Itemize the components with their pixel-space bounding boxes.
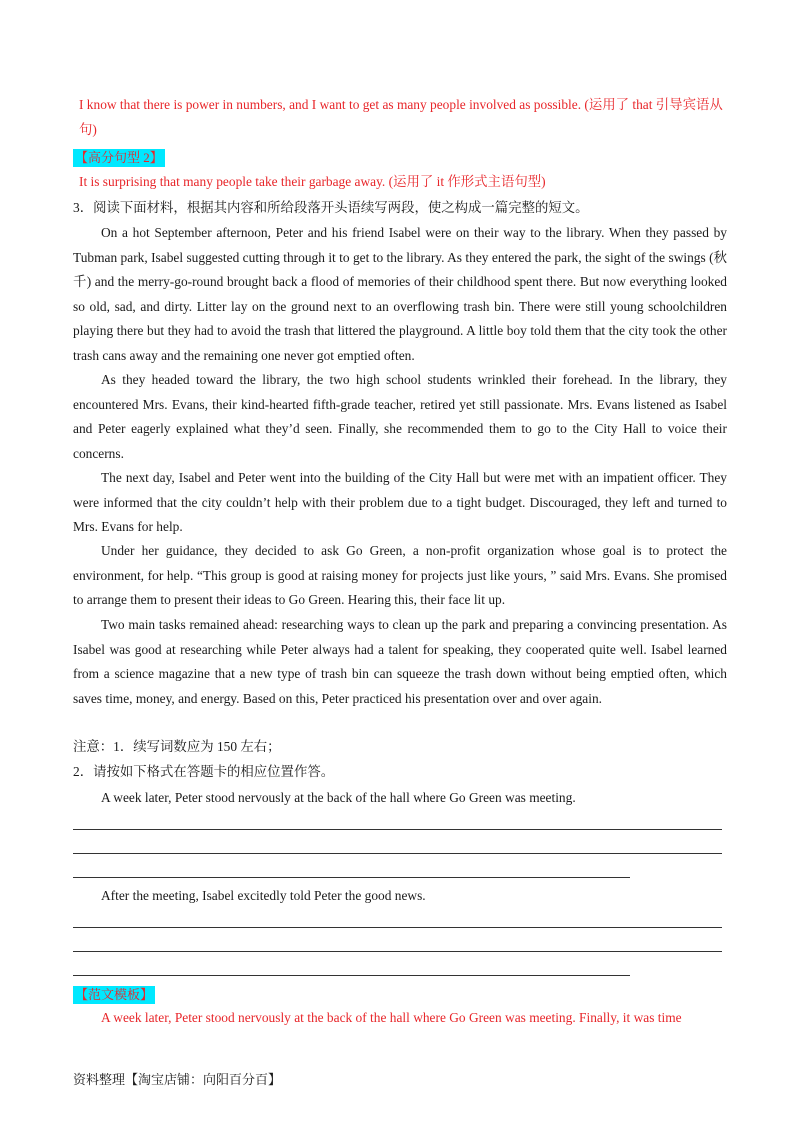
paragraph-5: Two main tasks remained ahead: researching ways to clean up the park and preparing a convincing presentation. As Isabel was good at researching while Peter always had a talent for speaking, they cooperated quite well. Isabel learned from a science magazine that a new type of trash bin can squeeze the trash down without being emptied often, which saves time, money, and energy. Based on this, Peter practiced his presentation over and over again. [73,617,727,706]
answer-line [73,877,630,878]
high-score-sentence-1 [79,93,727,142]
model-essay-start: A week later, Peter stood nervously at the back of the hall where Go Green was meeting. Finally, it was time [101,1010,682,1025]
answer-line [73,927,722,928]
tag-high-score-pattern-2 [73,146,727,171]
continuation-prompt-2: After the meeting, Isabel excitedly told Peter the good news. [101,888,426,903]
answer-line [73,975,630,976]
high-score-sentence-2: It is surprising that many people take their garbage away. (运用了 it 作形式主语句型) [79,174,546,189]
tag-label: 【高分句型 2】 [75,150,163,165]
continuation-prompt-1: A week later, Peter stood nervously at the back of the hall where Go Green was meeting. [101,790,576,805]
answer-line [73,829,722,830]
sentence-1-text: I know that there is power in numbers, and I want to get as many people involved as possible. (运用了 that 引导宾语从句) [79,97,723,137]
question-instruction: 3．阅读下面材料，根据其内容和所给段落开头语续写两段，使之构成一篇完整的短文。 [73,200,589,215]
tag-model-essay [73,983,727,1008]
paragraph-4: Under her guidance, they decided to ask Go Green, a non-profit organization whose goal is to protect the environment, for help. “This group is good at raising money for projects just like yours, ” said Mrs. Evans. She promised to arrange them to present their ideas to Go Green. Hearing this, their face lit up. [73,543,727,607]
page-footer: 资料整理【淘宝店铺：向阳百分百】 [73,1072,282,1087]
answer-line [73,853,722,854]
paragraph-1: On a hot September afternoon, Peter and his friend Isabel were on their way to the library. When they passed by Tubman park, Isabel suggested cutting through it to get to the library. As they entered the park, the sight of the swings (秋千) and the merry-go-round brought back a flood of memories of their childhood spent there. But now everything looked so old, sad, and dirty. Litter lay on the ground next to an overflowing trash bin. There were still young schoolchildren playing there but they had to avoid the trash that littered the playground. A little boy told them that the city took the other trash cans away and the remaining one never got emptied often. [73,225,727,363]
tag-label: 【范文模板】 [75,987,154,1002]
paragraph-2: As they headed toward the library, the two high school students wrinkled their forehead. In the library, they encountered Mrs. Evans, their kind-hearted fifth-grade teacher, retired yet still passionate. Mrs. Evans listened as Isabel and Peter eagerly explained what they’d seen. Finally, she recommended them to go to the City Hall to voice their concerns. [73,372,727,461]
paragraph-3: The next day, Isabel and Peter went into the building of the City Hall but were met with an impatient officer. They were informed that the city couldn’t help with their problem due to a tight budget. Discouraged, they left and turned to Mrs. Evans for help. [73,470,727,534]
note-1: 注意：1．续写词数应为 150 左右； [73,739,281,754]
note-2: 2．请按如下格式在答题卡的相应位置作答。 [73,764,335,779]
answer-line [73,951,722,952]
